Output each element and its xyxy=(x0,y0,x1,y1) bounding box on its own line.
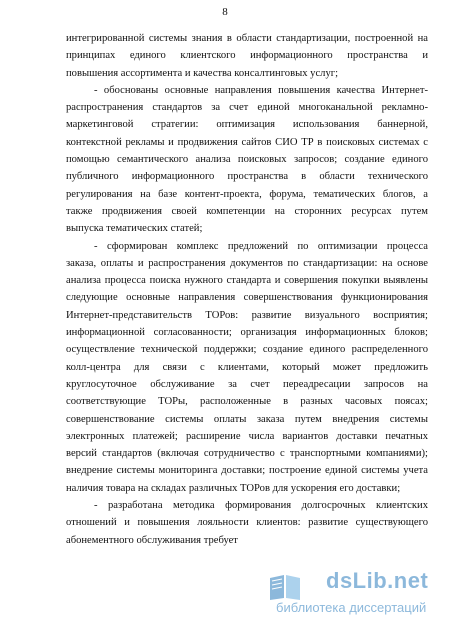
text-line: выпуска тематических статей; xyxy=(66,223,203,235)
text-line: интегрированной системы знания в области стандартизации, построенной на xyxy=(66,33,428,44)
text-line: анализа процесса поиска нужного стандарта и совершения покупки выявлены xyxy=(66,275,428,287)
text-line: повышения ассортимента и качества консалтинговых услуг; xyxy=(66,67,339,79)
watermark-title: dsLib.net xyxy=(326,568,429,593)
page-number: 8 xyxy=(222,6,228,18)
text-line: - разработана методика формирования долгосрочных клиентских xyxy=(94,500,428,512)
text-line: совершенствование системы оплаты заказа путем внедрения системы xyxy=(66,413,428,425)
document-body xyxy=(66,30,428,549)
text-line: соответствующие ТОРы, расположенные в разных часовых поясах; xyxy=(66,396,428,408)
text-line: колл-центра для связи с клиентами, который может предложить xyxy=(66,361,428,373)
text-line: маркетинговой стратегии: оптимизация использования баннерной, xyxy=(66,119,428,131)
text-line: публичного информационного пространства в области технического xyxy=(66,171,428,183)
text-line: следующие основные направления совершенствования функционирования xyxy=(66,292,428,304)
text-line: электронных платежей; расширение числа вариантов доставки печатных xyxy=(66,430,428,442)
text-line: наличия товара на складах различных ТОРов для ускорения его доставки; xyxy=(66,482,401,494)
text-line: круглосуточное обслуживание за счет переадресации запросов на xyxy=(66,378,428,390)
text-line: версий стандартов (включая сотрудничество с транспортными компаниями); xyxy=(66,448,428,460)
text-line: - сформирован комплекс предложений по оптимизации процесса xyxy=(94,240,428,252)
text-line: внедрение системы мониторинга доставки; построение единой системы учета xyxy=(66,465,428,477)
dslib-watermark xyxy=(268,568,448,620)
text-line: также продвижения своей компетенции на сторонних ресурсах путем xyxy=(66,205,428,217)
watermark-subtitle: библиотека диссертаций xyxy=(276,600,427,615)
text-line: абонементного обслуживания требует xyxy=(66,534,238,546)
text-line: регулирования на базе контент-проекта, форума, тематических блогов, а xyxy=(66,188,428,200)
text-line: информационной согласованности; организация информационных блоков; xyxy=(66,327,428,339)
text-line: помощью семантического анализа поисковых запросов; создание единого xyxy=(66,154,428,166)
text-line: отношений и повышения лояльности клиентов: развитие существующего xyxy=(66,517,428,529)
text-line: распространения стандартов за счет единой многоканальной рекламно- xyxy=(66,102,428,114)
text-line: принципах единого клиентского информационного пространства и xyxy=(66,50,428,62)
book-logo-icon xyxy=(268,572,302,602)
text-line: - обоснованы основные направления повышения качества Интернет- xyxy=(94,84,428,96)
text-line: осуществление технической поддержки; создание единого распределенного xyxy=(66,344,428,356)
text-line: контекстной рекламы и продвижения сайтов СИО ТР в поисковых системах с xyxy=(66,136,428,148)
text-line: Интернет-представительств ТОРов: развитие визуального восприятия; xyxy=(66,309,428,321)
text-line: заказа, оплаты и распространения документов по стандартизации: на основе xyxy=(66,257,428,269)
